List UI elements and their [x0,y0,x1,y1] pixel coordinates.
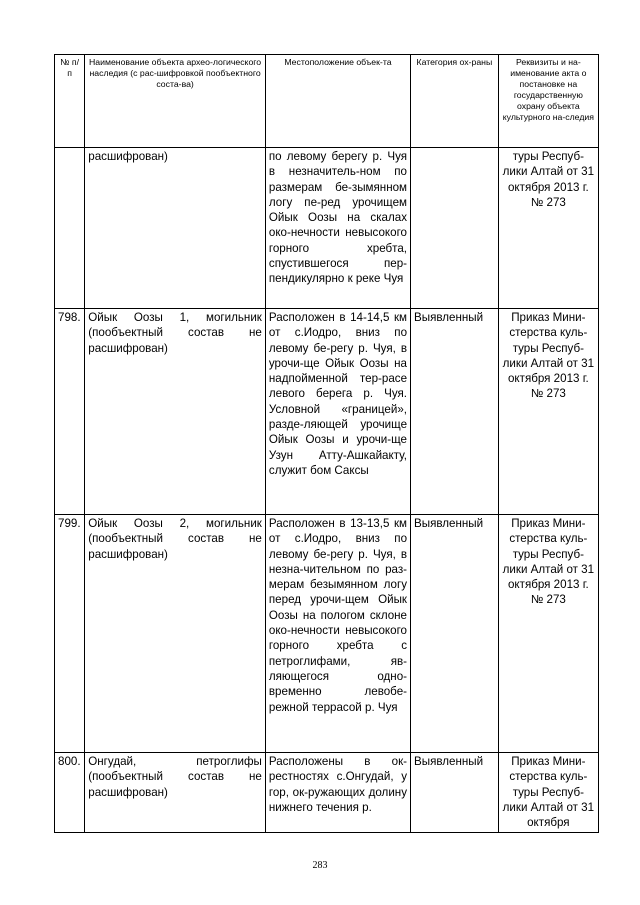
row-name: Ойык Оозы 2, могильник (пообъектный состав не расшифрован) [85,515,266,753]
row-act: туры Респуб-лики Алтай от 31 октября 2013 г. № 273 [498,148,598,309]
header-act: Реквизиты и на-именование акта о постановке на государственную охрану объекта культурного на-следия [498,55,598,148]
table-row [55,753,599,833]
row-category: Выявленный [411,515,499,753]
row-category: Выявленный [411,309,499,515]
row-category [411,148,499,309]
row-num: 800. [55,753,85,833]
heritage-register-table [54,54,599,833]
row-location: по левому берегу р. Чуя в незначитель-ном по размерам бе-зымянном логу пе-ред урочищем Ойык Оозы на скалах око-нечности невысокого горного хребта, спустившегося пер-пендикулярно к реке Чуя [265,148,410,309]
row-location: Расположен в 13-13,5 км от с.Иодро, вниз по левому бе-регу р. Чуя, в незна-чительном по раз-мерам безымянном логу перед урочи-щем Ойык Оозы на пологом склоне око-нечности невысокого горного хребта с петроглифами, яв-ляющегося одно-временно левобе-режной террасой р. Чуя [265,515,410,753]
row-location: Расположены в ок-рестностях с.Онгудай, у гор, ок-ружающих долину нижнего течения р. [265,753,410,833]
header-name: Наименование объекта архео-логического наследия (с рас-шифровкой пообъектного соста-ва) [85,55,266,148]
row-name: расшифрован) [85,148,266,309]
row-act: Приказ Мини-стерства куль-туры Респуб-лики Алтай от 31 октября 2013 г. № 273 [498,515,598,753]
table-header-row [55,55,599,148]
row-category: Выявленный [411,753,499,833]
header-num: № п/п [55,55,85,148]
table-row [55,515,599,753]
row-num: 799. [55,515,85,753]
row-act: Приказ Мини-стерства куль-туры Респуб-лики Алтай от 31 октября [498,753,598,833]
row-name: Онгудай, петроглифы (пообъектный состав не расшифрован) [85,753,266,833]
table-row [55,148,599,309]
row-num [55,148,85,309]
row-act: Приказ Мини-стерства куль-туры Респуб-лики Алтай от 31 октября 2013 г. № 273 [498,309,598,515]
header-category: Категория ох-раны [411,55,499,148]
row-name: Ойык Оозы 1, могильник (пообъектный состав не расшифрован) [85,309,266,515]
row-location: Расположен в 14-14,5 км от с.Иодро, вниз по левому бе-регу р. Чуя, в урочи-щe Ойык Оозы на надпойменной тер-расе левого берега р. Чуя. Условной «границей», разде-ляющей урочище Ойык Оозы и урочи-ще Узун Атту-Ашкайакту, служит бом Саксы [265,309,410,515]
row-num: 798. [55,309,85,515]
table-row [55,309,599,515]
page-number: 283 [312,860,328,871]
header-location: Местоположение объек-та [265,55,410,148]
